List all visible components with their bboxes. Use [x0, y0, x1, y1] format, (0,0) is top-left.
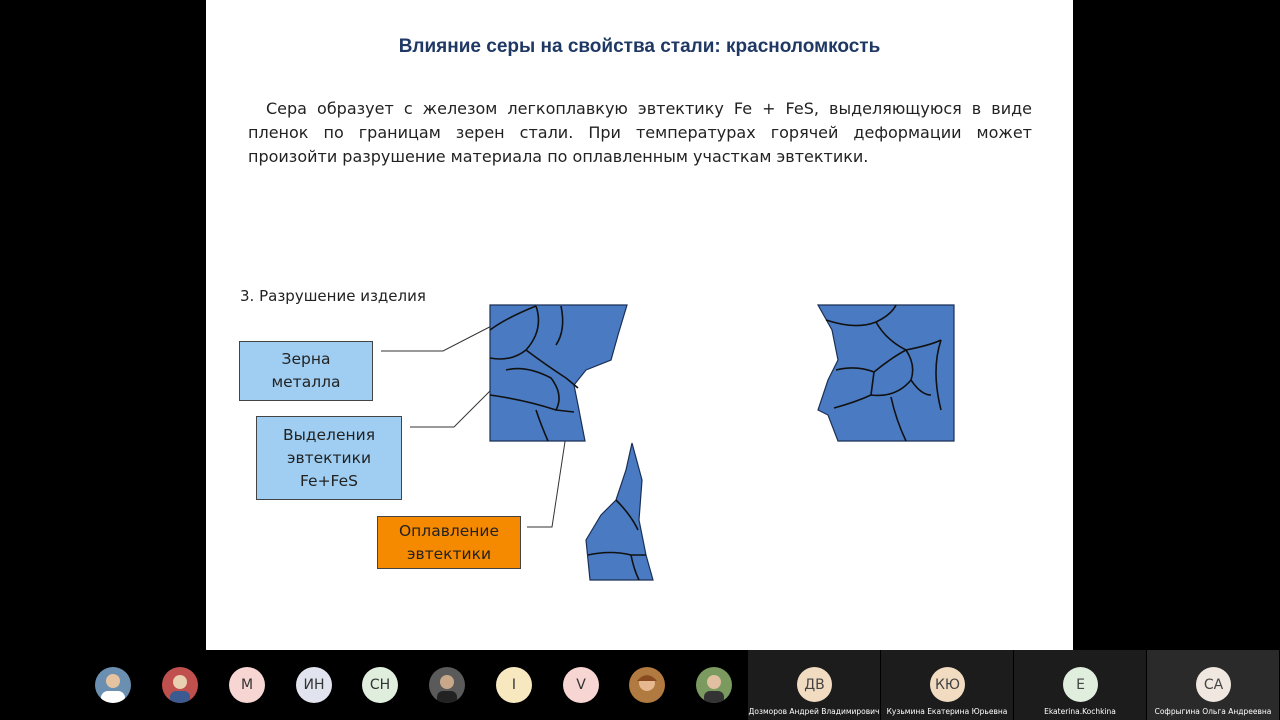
slide-paragraph: Сера образует с железом легкоплавкую эвтектику Fe + FeS, выделяющуюся в виде пленок по границам зерен стали. При температурах горячей деформации может произойти разрушение материала по оплавленным участкам эвтектики.	[248, 99, 1032, 166]
grain-block-right	[818, 305, 954, 441]
tile-avatar: E	[1063, 667, 1098, 702]
participant-avatar-3[interactable]: М	[229, 667, 265, 703]
participant-avatar-7[interactable]: I	[496, 667, 532, 703]
label-grains-line1: Зерна	[281, 350, 331, 368]
label-melt-line2: эвтектики	[406, 544, 492, 563]
grain-fragment	[586, 443, 653, 580]
participant-avatar-6[interactable]	[429, 667, 465, 703]
participant-avatar-4[interactable]: ИН	[296, 667, 332, 703]
participant-avatar-1[interactable]	[95, 667, 131, 703]
participant-avatar-8[interactable]: V	[563, 667, 599, 703]
tile-name: Кузьмина Екатерина Юрьевна	[886, 707, 1008, 716]
label-grains-line2: металла	[271, 373, 341, 391]
user-photo-icon	[162, 667, 198, 703]
user-photo-icon	[696, 667, 732, 703]
presentation-slide	[206, 0, 1073, 650]
fracture-diagram	[206, 0, 1073, 650]
tile-avatar: КЮ	[930, 667, 965, 702]
participant-tile-4[interactable]	[1147, 650, 1279, 720]
participant-avatar-5[interactable]: СН	[362, 667, 398, 703]
tile-avatar: ДВ	[797, 667, 832, 702]
participant-avatar-2[interactable]	[162, 667, 198, 703]
participant-avatar-10[interactable]	[696, 667, 732, 703]
user-photo-icon	[429, 667, 465, 703]
participant-tile-2[interactable]	[881, 650, 1013, 720]
tile-name: Дозморов Андрей Владимирович	[748, 707, 880, 716]
participant-tile-1[interactable]	[748, 650, 880, 720]
label-melt-line1: Оплавление	[398, 521, 500, 540]
tile-name: Ekaterina.Kochkina	[1044, 707, 1116, 716]
slide-title: Влияние серы на свойства стали: красноломкость	[398, 36, 881, 57]
diagram-caption: 3. Разрушение изделия	[240, 287, 426, 305]
leader-grains	[381, 318, 507, 351]
label-eutectic-line3: Fe+FeS	[299, 471, 359, 490]
tile-avatar: СА	[1196, 667, 1231, 702]
label-eutectic-line1: Выделения	[282, 425, 376, 444]
grain-block-left	[490, 305, 627, 441]
tile-name: Софрыгина Ольга Андреевна	[1154, 707, 1272, 716]
label-eutectic-line2: эвтектики	[286, 448, 372, 467]
user-photo-icon	[629, 667, 665, 703]
participant-avatar-9[interactable]	[629, 667, 665, 703]
participant-tile-3[interactable]	[1014, 650, 1146, 720]
user-photo-icon	[95, 667, 131, 703]
